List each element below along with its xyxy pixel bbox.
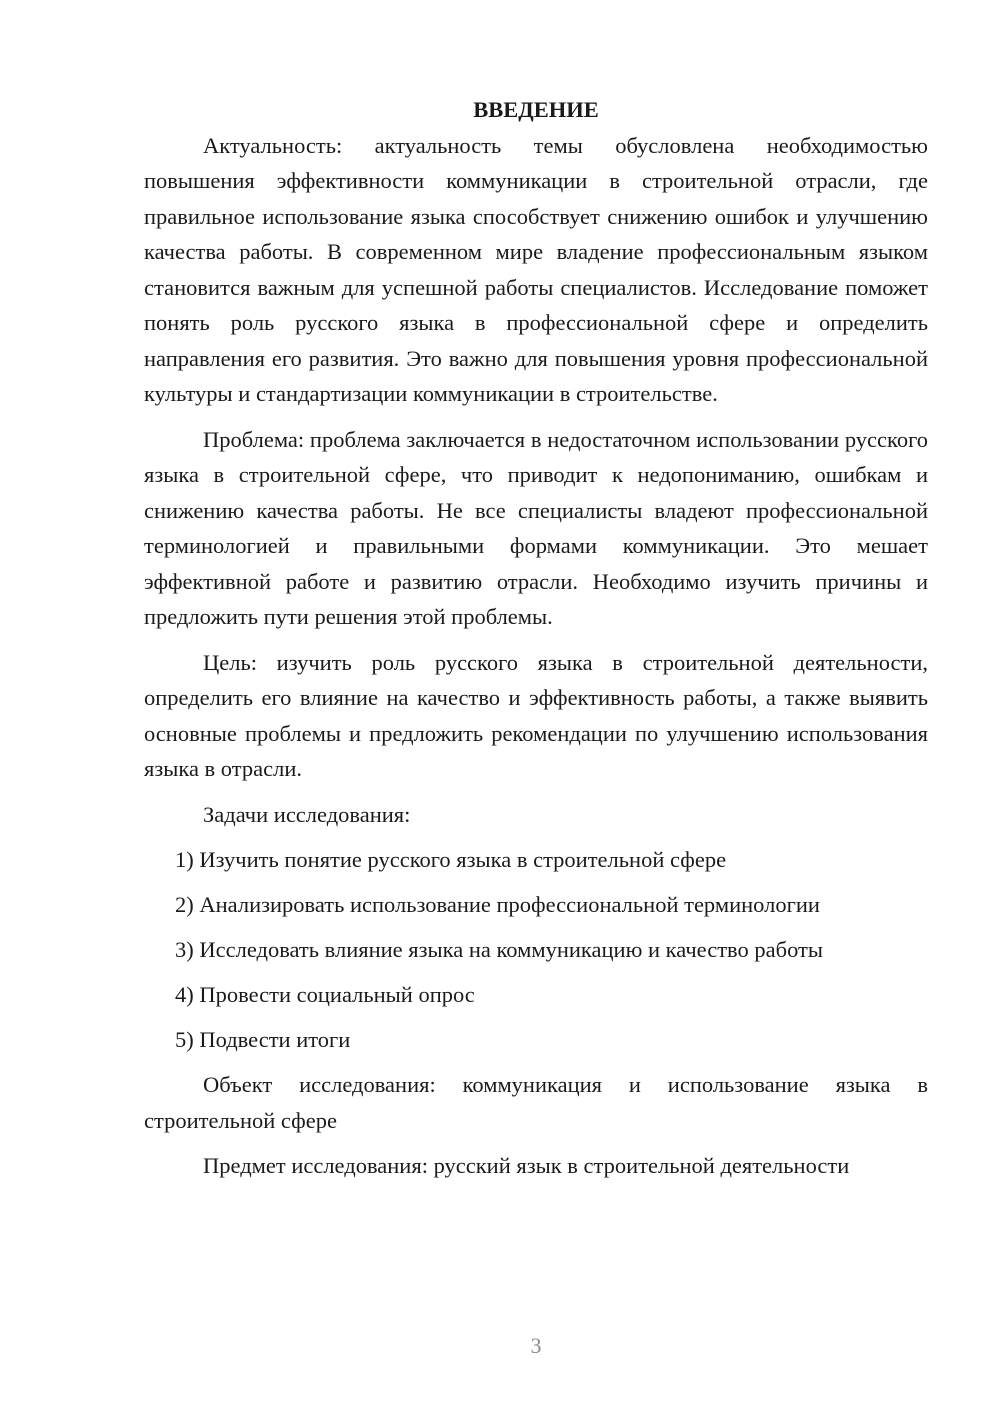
task-list (144, 842, 928, 1058)
subject-paragraph: Предмет исследования: русский язык в строительной деятельности (203, 1153, 850, 1178)
goal-paragraph: Цель: изучить роль русского языка в строительной деятельности, определить его влияние на качество и эффективность работы, а также выявить основные проблемы и предложить рекомендации по улучшению использования языка в отрасли. (144, 649, 928, 781)
page-title: ВВЕДЕНИЕ (473, 97, 599, 122)
object-paragraph: Объект исследования: коммуникация и использование языка в строительной сфере (144, 1072, 928, 1133)
page-content (144, 92, 928, 1184)
task-item: 3) Исследовать влияние языка на коммуникацию и качество работы (175, 936, 823, 962)
task-item: 1) Изучить понятие русского языка в строительной сфере (175, 846, 727, 872)
task-item: 4) Провести социальный опрос (175, 981, 475, 1007)
tasks-heading: Задачи исследования: (203, 801, 411, 827)
relevance-paragraph: Актуальность: актуальность темы обусловлена необходимостью повышения эффективности коммуникации в строительной отрасли, где правильное использование языка способствует снижению ошибок и улучшению качества работы. В современном мире владение профессиональным языком становится важным для успешной работы специалистов. Исследование поможет понять роль русского языка в профессиональной сфере и определить направления его развития. Это важно для повышения уровня профессиональной культуры и стандартизации коммуникации в строительстве. (144, 132, 928, 406)
task-item: 5) Подвести итоги (175, 1026, 351, 1052)
page-number: 3 (530, 1333, 542, 1358)
task-item: 2) Анализировать использование профессиональной терминологии (175, 891, 820, 917)
problem-paragraph: Проблема: проблема заключается в недостаточном использовании русского языка в строительной сфере, что приводит к недопониманию, ошибкам и снижению качества работы. Не все специалисты владеют профессиональной терминологией и правильными формами коммуникации. Это мешает эффективной работе и развитию отрасли. Необходимо изучить причины и предложить пути решения этой проблемы. (144, 426, 928, 629)
